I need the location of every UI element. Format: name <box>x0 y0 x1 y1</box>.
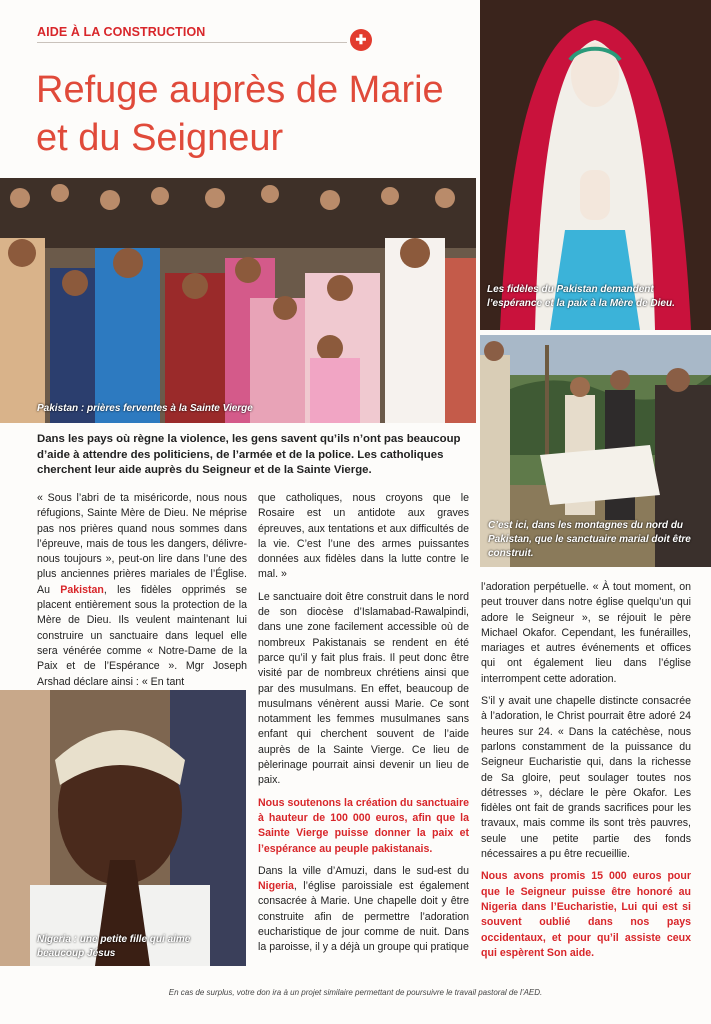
mountain-site-photo <box>480 335 711 567</box>
article-column-2 <box>258 491 469 963</box>
mountains-caption: C’est ici, dans les montagnes du nord du Pakistan, que le sanctuaire marial doit être construit. <box>488 520 691 559</box>
paragraph: que catholiques, nous croyons que le Rosaire est un antidote aux graves épreuves, aux tentations et aux difficultés de la vie. C’est l’une des armes puissantes données aux fidèles dans la lutte contre le mal. » <box>258 492 469 581</box>
funding-appeal: Nous soutenons la création du sanctuaire à hauteur de 100 000 euros, afin que la Sainte Vierge puisse donner la paix et l’espérance au peuple pakistanais. <box>258 796 469 855</box>
article-intro: Dans les pays où règne la violence, les gens savent qu’ils n’ont pas beaucoup d’aide à attendre des politiciens, de l’armée et de la police. Les catholiques cherchent leur aide auprès du Seigneur et de la Sainte Vierge. <box>37 433 461 476</box>
pakistan-children-caption: Pakistan : prières ferventes à la Sainte Vierge <box>37 403 253 414</box>
aed-cross-logo-icon: ✚ <box>350 29 372 51</box>
funding-appeal: Nous avons promis 15 000 euros pour que le Seigneur puisse être honoré au Nigeria dans l’Eucharistie, Lui qui est si souvent oublié dans nos pays occidentaux, et pour qu’il assiste ceux qui espèrent Son aide. <box>481 870 691 959</box>
section-label: AIDE À LA CONSTRUCTION <box>37 25 206 39</box>
paragraph: S’il y avait une chapelle distincte consacrée à l’adoration, le Christ pourrait être adoré 24 heures sur 24. « Dans la catéchèse, nous parlons constamment de la puissance du Seigneur Eucharistie qui, dans la richesse de Sa gloire, peut soulager toutes nos détresses », déclare le père Okafor. Les fidèles ont fait de grands sacrifices pour les travaux, mais comme ils sont très pauvres, seule une petite partie des fonds nécessaires a pu être recueillie. <box>481 695 691 861</box>
article-title: Refuge auprès de Marie et du Seigneur <box>36 69 444 159</box>
nigeria-caption: Nigeria : une petite fille qui aime beaucoup Jésus <box>37 934 191 959</box>
section-divider <box>37 42 347 43</box>
statue-caption: Les fidèles du Pakistan demandent l’espérance et la paix à la Mère de Dieu. <box>487 284 675 309</box>
article-column-3 <box>481 580 691 968</box>
paragraph: l’adoration perpétuelle. « À tout moment, on peut trouver dans notre église quelqu’un qui adore le Seigneur », se réjouit le père Michael Okafor. Cependant, les funérailles, mariages et autres événements et offices qui ont également lieu dans l’église interrompent cette adoration. <box>481 581 691 685</box>
paragraph: « Sous l’abri de ta miséricorde, nous nous réfugions, Sainte Mère de Dieu. Ne méprise pas nos prières quand nous sommes dans l’épreuve, mais de tous les dangers, délivre-nous toujours », peut-on lire dans l’une des plus anciennes prières mariales de l’Église. Au Pakistan, les fidèles opprimés se placent entièrement sous la protection de la Mère de Dieu. Ils veulent maintenant lui construire un sanctuaire dans lequel elle sera vénérée comme « Notre-Dame de la Paix et de l’Espérance ». Mgr Joseph Arshad déclare ainsi : « En tant <box>37 492 247 688</box>
article-column-1 <box>37 491 247 697</box>
paragraph: Dans la ville d’Amuzi, dans le sud-est du Nigeria, l’église paroissiale est également consacrée à Marie. Une chapelle doit y être construite afin de permettre l’adoration eucharistique de jour comme de nuit. Dans la paroisse, il y a déjà un groupe qui pratique <box>258 864 469 954</box>
footer-note: En cas de surplus, votre don ira à un projet similaire permettant de poursuivre le travail pastoral de l’AED. <box>168 988 543 997</box>
paragraph: Le sanctuaire doit être construit dans le nord de son diocèse d’Islamabad-Rawalpindi, dans une zone facilement accessible où de nombreux Pakistanais se rendent en été parce qu’il y fait plus frais. Il peut donc être visité par de nombreux chrétiens ainsi que par des musulmans. En effet, beaucoup de musulmans vénèrent aussi Marie. Ce sont notamment les femmes musulmanes sans enfant qui cherchent souvent de l’aide auprès de la Sainte Vierge. Ce lieu de pèlerinage pourrait ainsi devenir un lieu de paix. <box>258 590 469 787</box>
virgin-mary-statue-photo <box>480 0 711 330</box>
nigeria-girl-photo <box>0 690 246 966</box>
country-highlight: Nigeria <box>258 880 294 893</box>
pakistan-children-photo <box>0 178 476 423</box>
country-highlight: Pakistan <box>60 583 104 596</box>
